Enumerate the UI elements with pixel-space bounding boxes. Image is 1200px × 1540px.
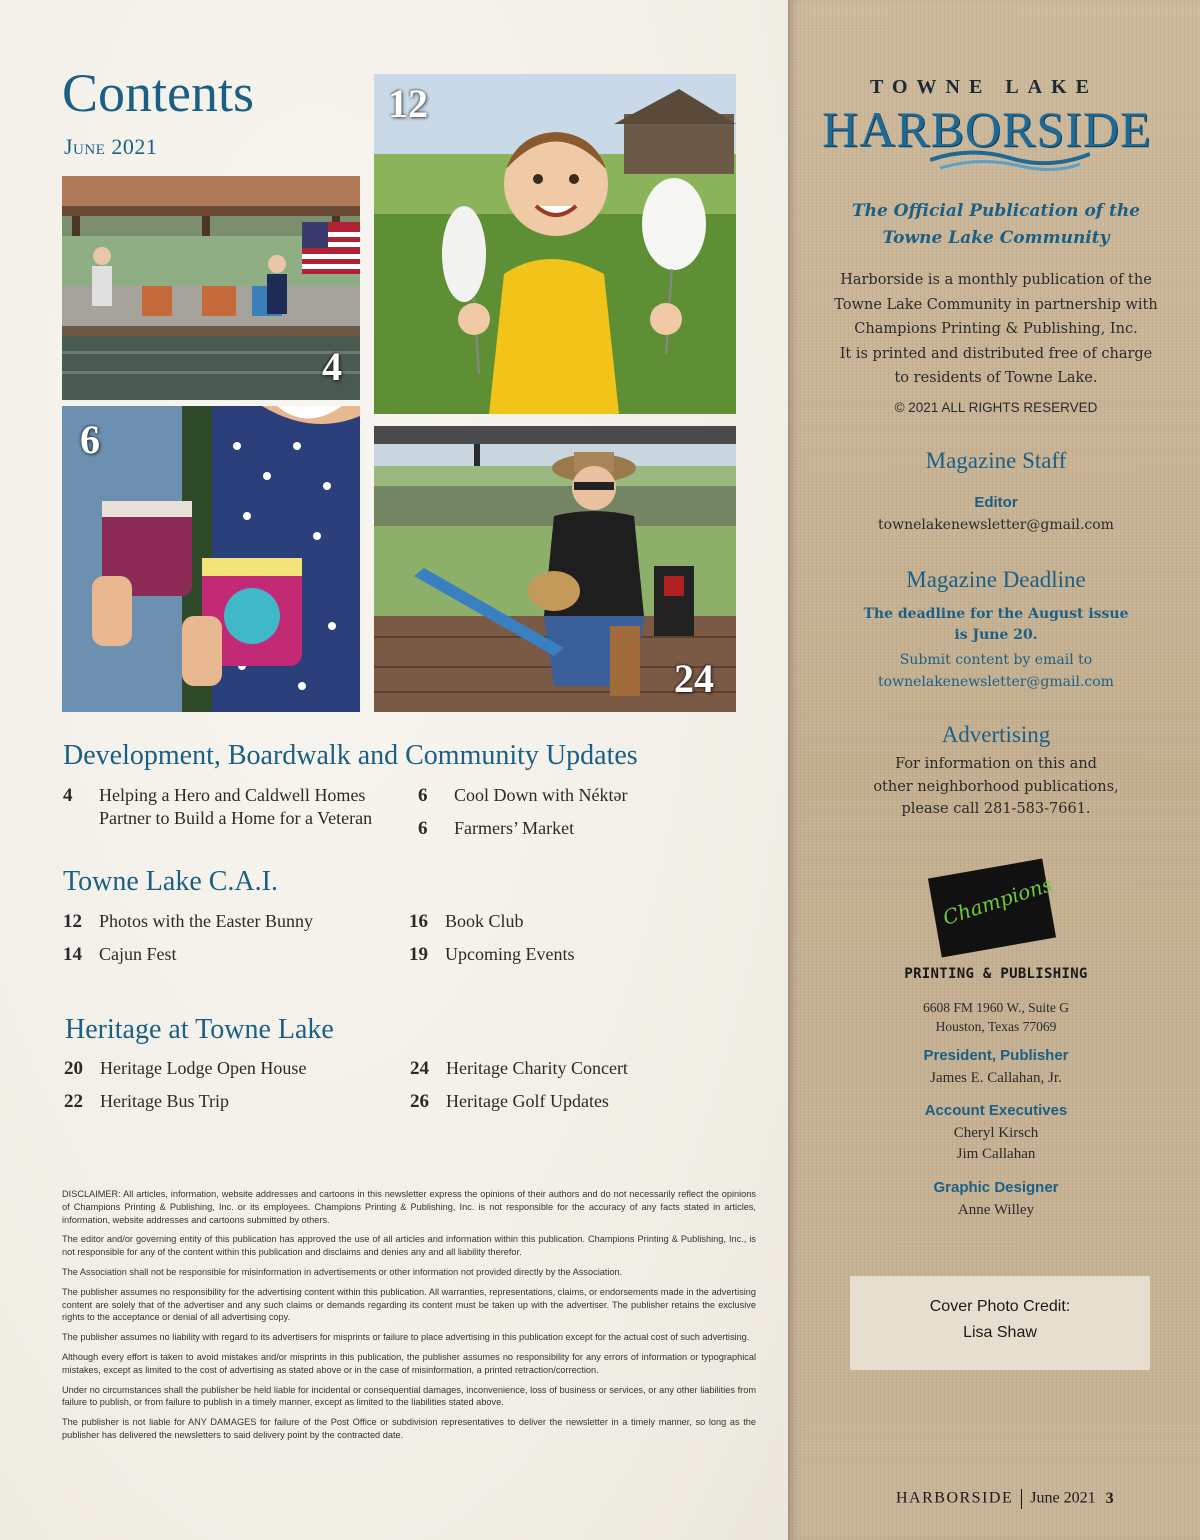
- designer-label: Graphic Designer: [933, 1179, 1059, 1196]
- about-line: to residents of Towne Lake.: [894, 370, 1098, 386]
- page-title: Contents: [62, 63, 255, 123]
- submit-email[interactable]: townelakenewsletter@gmail.com: [878, 674, 1114, 690]
- tagline-line: The Official Publication of the: [851, 201, 1141, 221]
- toc-item[interactable]: [418, 784, 718, 808]
- advertising-line: other neighborhood publications,: [873, 778, 1119, 795]
- section-heading-heritage: Heritage at Towne Lake: [65, 1014, 334, 1045]
- toc-item[interactable]: [410, 1057, 730, 1081]
- toc-title: Heritage Bus Trip: [100, 1091, 230, 1111]
- toc-page-number: 20: [64, 1058, 83, 1079]
- toc-title: Farmers’ Market: [454, 818, 575, 838]
- printing-publishing: PRINTING & PUBLISHING: [904, 966, 1088, 982]
- disclaimer-paragraph: The editor and/or governing entity of this publication has approved the use of all articles and information within this publication. Champions Printing & Publishing, Inc., is not responsible for any of the content within this publication and disclaims and denies any and all liability therefor.: [62, 1234, 756, 1258]
- photo-page-number: 12: [388, 81, 428, 126]
- advertising-text: [800, 753, 1192, 821]
- toc-title: Cajun Fest: [99, 944, 177, 964]
- disclaimer-paragraph: Under no circumstances shall the publisher be held liable for incidental or consequential damages, inconvenience, loss of business or services, or any other liabilities from failure to publish, or from failure to publish in a timely manner, except as limited to the liabilities stated above.: [62, 1384, 756, 1408]
- about-line: It is printed and distributed free of charge: [839, 345, 1153, 362]
- section-heading-cai: Towne Lake C.A.I.: [63, 866, 278, 897]
- about-text: [800, 268, 1192, 391]
- masthead-harborside: HARBORSIDE: [822, 101, 1152, 157]
- toc-title: Heritage Lodge Open House: [100, 1058, 307, 1078]
- deadline-heading: Magazine Deadline: [906, 567, 1086, 592]
- deadline-line: is June 20.: [954, 627, 1038, 643]
- toc-title: Photos with the Easter Bunny: [99, 911, 313, 931]
- toddler-photo-icon: [374, 74, 736, 414]
- credit-label: Cover Photo Credit:: [929, 1298, 1071, 1315]
- toc-title: Book Club: [445, 911, 524, 931]
- toc-item[interactable]: [64, 1057, 394, 1081]
- rights-reserved: © 2021 ALL RIGHTS RESERVED: [894, 400, 1098, 415]
- photo-page-number: 4: [322, 344, 342, 389]
- toc-item[interactable]: [63, 910, 383, 934]
- designer-name: Anne Willey: [957, 1202, 1035, 1218]
- toc-page-number: 4: [63, 785, 73, 806]
- tagline: [800, 198, 1192, 252]
- toc-page-number: 22: [64, 1091, 83, 1112]
- disclaimer-paragraph: The publisher assumes no liability with regard to its advertisers for misprints or failure to place advertising in this publication except for the actual cost of such advertising.: [62, 1332, 750, 1343]
- toc-item[interactable]: [409, 943, 709, 967]
- toc-title-line2: Partner to Build a Home for a Veteran: [99, 808, 373, 828]
- footer-issue: June 2021: [1030, 1489, 1096, 1507]
- advertising-line: For information on this and: [895, 756, 1097, 772]
- toc-title: Heritage Charity Concert: [446, 1058, 628, 1078]
- photo-page-number: 6: [80, 417, 100, 462]
- disclaimer-paragraph: The publisher assumes no responsibility for the advertising content within this publication. All warranties, representations, claims, or endorsements made in the advertising content are solely that of the advertiser and any such claims or demands regarding its content must be taken up with the advertiser. The publisher retains the exclusive rights to the acceptance or denial of all advertising copy.: [62, 1286, 756, 1323]
- masthead-towne-lake: TOWNE LAKE: [870, 76, 1098, 98]
- footer-publication: HARBORSIDE: [896, 1489, 1014, 1507]
- account-executive-name: Jim Callahan: [956, 1146, 1036, 1162]
- president-label: President, Publisher: [923, 1047, 1069, 1064]
- toc-item[interactable]: [418, 817, 718, 841]
- toc-page-number: 16: [409, 911, 428, 932]
- cover-photo-credit: [850, 1276, 1150, 1370]
- account-executive-name: Cheryl Kirsch: [953, 1125, 1039, 1141]
- account-executives: [800, 1123, 1192, 1165]
- photo-page-4[interactable]: [62, 176, 360, 400]
- deadline-text: [800, 604, 1192, 646]
- toc-item[interactable]: [64, 1090, 394, 1114]
- submit-text: [800, 649, 1192, 693]
- editor-email[interactable]: townelakenewsletter@gmail.com: [878, 517, 1114, 533]
- wave-logo-icon: [930, 146, 1090, 172]
- president-name: James E. Callahan, Jr.: [930, 1070, 1062, 1086]
- acai-bowls-photo-icon: [62, 406, 360, 712]
- toc-page-number: 19: [409, 944, 428, 965]
- submit-line: Submit content by email to: [899, 652, 1093, 668]
- toc-item[interactable]: [63, 784, 403, 832]
- advertising-heading: Advertising: [941, 722, 1051, 747]
- toc-item[interactable]: [409, 910, 709, 934]
- toc-title: Heritage Golf Updates: [446, 1091, 609, 1111]
- issue-date: June 2021: [64, 134, 158, 159]
- account-executives-label: Account Executives: [924, 1102, 1068, 1119]
- disclaimer-paragraph: The publisher is not liable for ANY DAMAGES for failure of the Post Office or subdivision representatives to deliver the newsletter in a timely manner, so long as the publisher has delivered the newsletters to said delivery point by the contracted date.: [62, 1417, 756, 1440]
- disclaimer-paragraph: The Association shall not be responsible for misinformation in advertisements or other information not provided directly by the Association.: [62, 1266, 623, 1277]
- address-line: 6608 FM 1960 W., Suite G: [923, 1000, 1069, 1015]
- photo-page-number: 24: [674, 656, 714, 701]
- photo-page-24[interactable]: [374, 426, 736, 712]
- about-line: Towne Lake Community in partnership with: [834, 296, 1158, 313]
- editor-label: Editor: [974, 494, 1018, 511]
- address-line: Houston, Texas 77069: [935, 1018, 1057, 1034]
- staff-heading: Magazine Staff: [925, 448, 1067, 473]
- section-heading-development: Development, Boardwalk and Community Updates: [63, 740, 638, 771]
- toc-page-number: 6: [418, 785, 428, 806]
- page-number: 3: [1105, 1489, 1114, 1507]
- address: [800, 999, 1192, 1036]
- disclaimer: [62, 1188, 756, 1449]
- about-line: Champions Printing & Publishing, Inc.: [854, 321, 1138, 337]
- photo-page-12[interactable]: [374, 74, 736, 414]
- toc-title: Cool Down with Néktər: [454, 785, 628, 805]
- champions-logo-text: Champions: [939, 871, 1056, 930]
- toc-item[interactable]: [410, 1090, 730, 1114]
- advertising-line: please call 281-583-7661.: [901, 801, 1091, 817]
- toc-title: Upcoming Events: [445, 944, 575, 964]
- toc-title: Helping a Hero and Caldwell Homes: [99, 785, 366, 805]
- disclaimer-paragraph: DISCLAIMER: All articles, information, website addresses and cartoons in this newsletter express the opinions of their authors and do not necessarily reflect the opinions of Champions Printing & Publishing, Inc. or its employees. Champions Printing & Publishing, Inc. is not responsible for the accuracy of any facts stated in articles, information, website addresses and cartoons submitted by others.: [62, 1189, 756, 1225]
- toc-page-number: 14: [63, 944, 82, 965]
- footer-divider: [1021, 1489, 1022, 1509]
- about-line: Harborside is a monthly publication of the: [840, 272, 1152, 288]
- deadline-line: The deadline for the August issue: [863, 606, 1129, 622]
- photo-page-6[interactable]: [62, 406, 360, 712]
- toc-page-number: 24: [410, 1058, 429, 1079]
- tagline-line: Towne Lake Community: [882, 228, 1110, 248]
- toc-page-number: 6: [418, 818, 428, 839]
- boat-dock-photo-icon: [62, 176, 360, 400]
- toc-item[interactable]: [63, 943, 383, 967]
- disclaimer-paragraph: Although every effort is taken to avoid mistakes and/or misprints in this publication, the publisher assumes no responsibility for any errors of information or typographical mistakes, except as limited to the cost of advertising as stated above or in the case of misinformation, a printed retraction/correction.: [62, 1351, 756, 1375]
- page-footer: [896, 1489, 1114, 1509]
- toc-page-number: 12: [63, 911, 82, 932]
- toc-page-number: 26: [410, 1091, 429, 1112]
- credit-name: Lisa Shaw: [963, 1324, 1037, 1341]
